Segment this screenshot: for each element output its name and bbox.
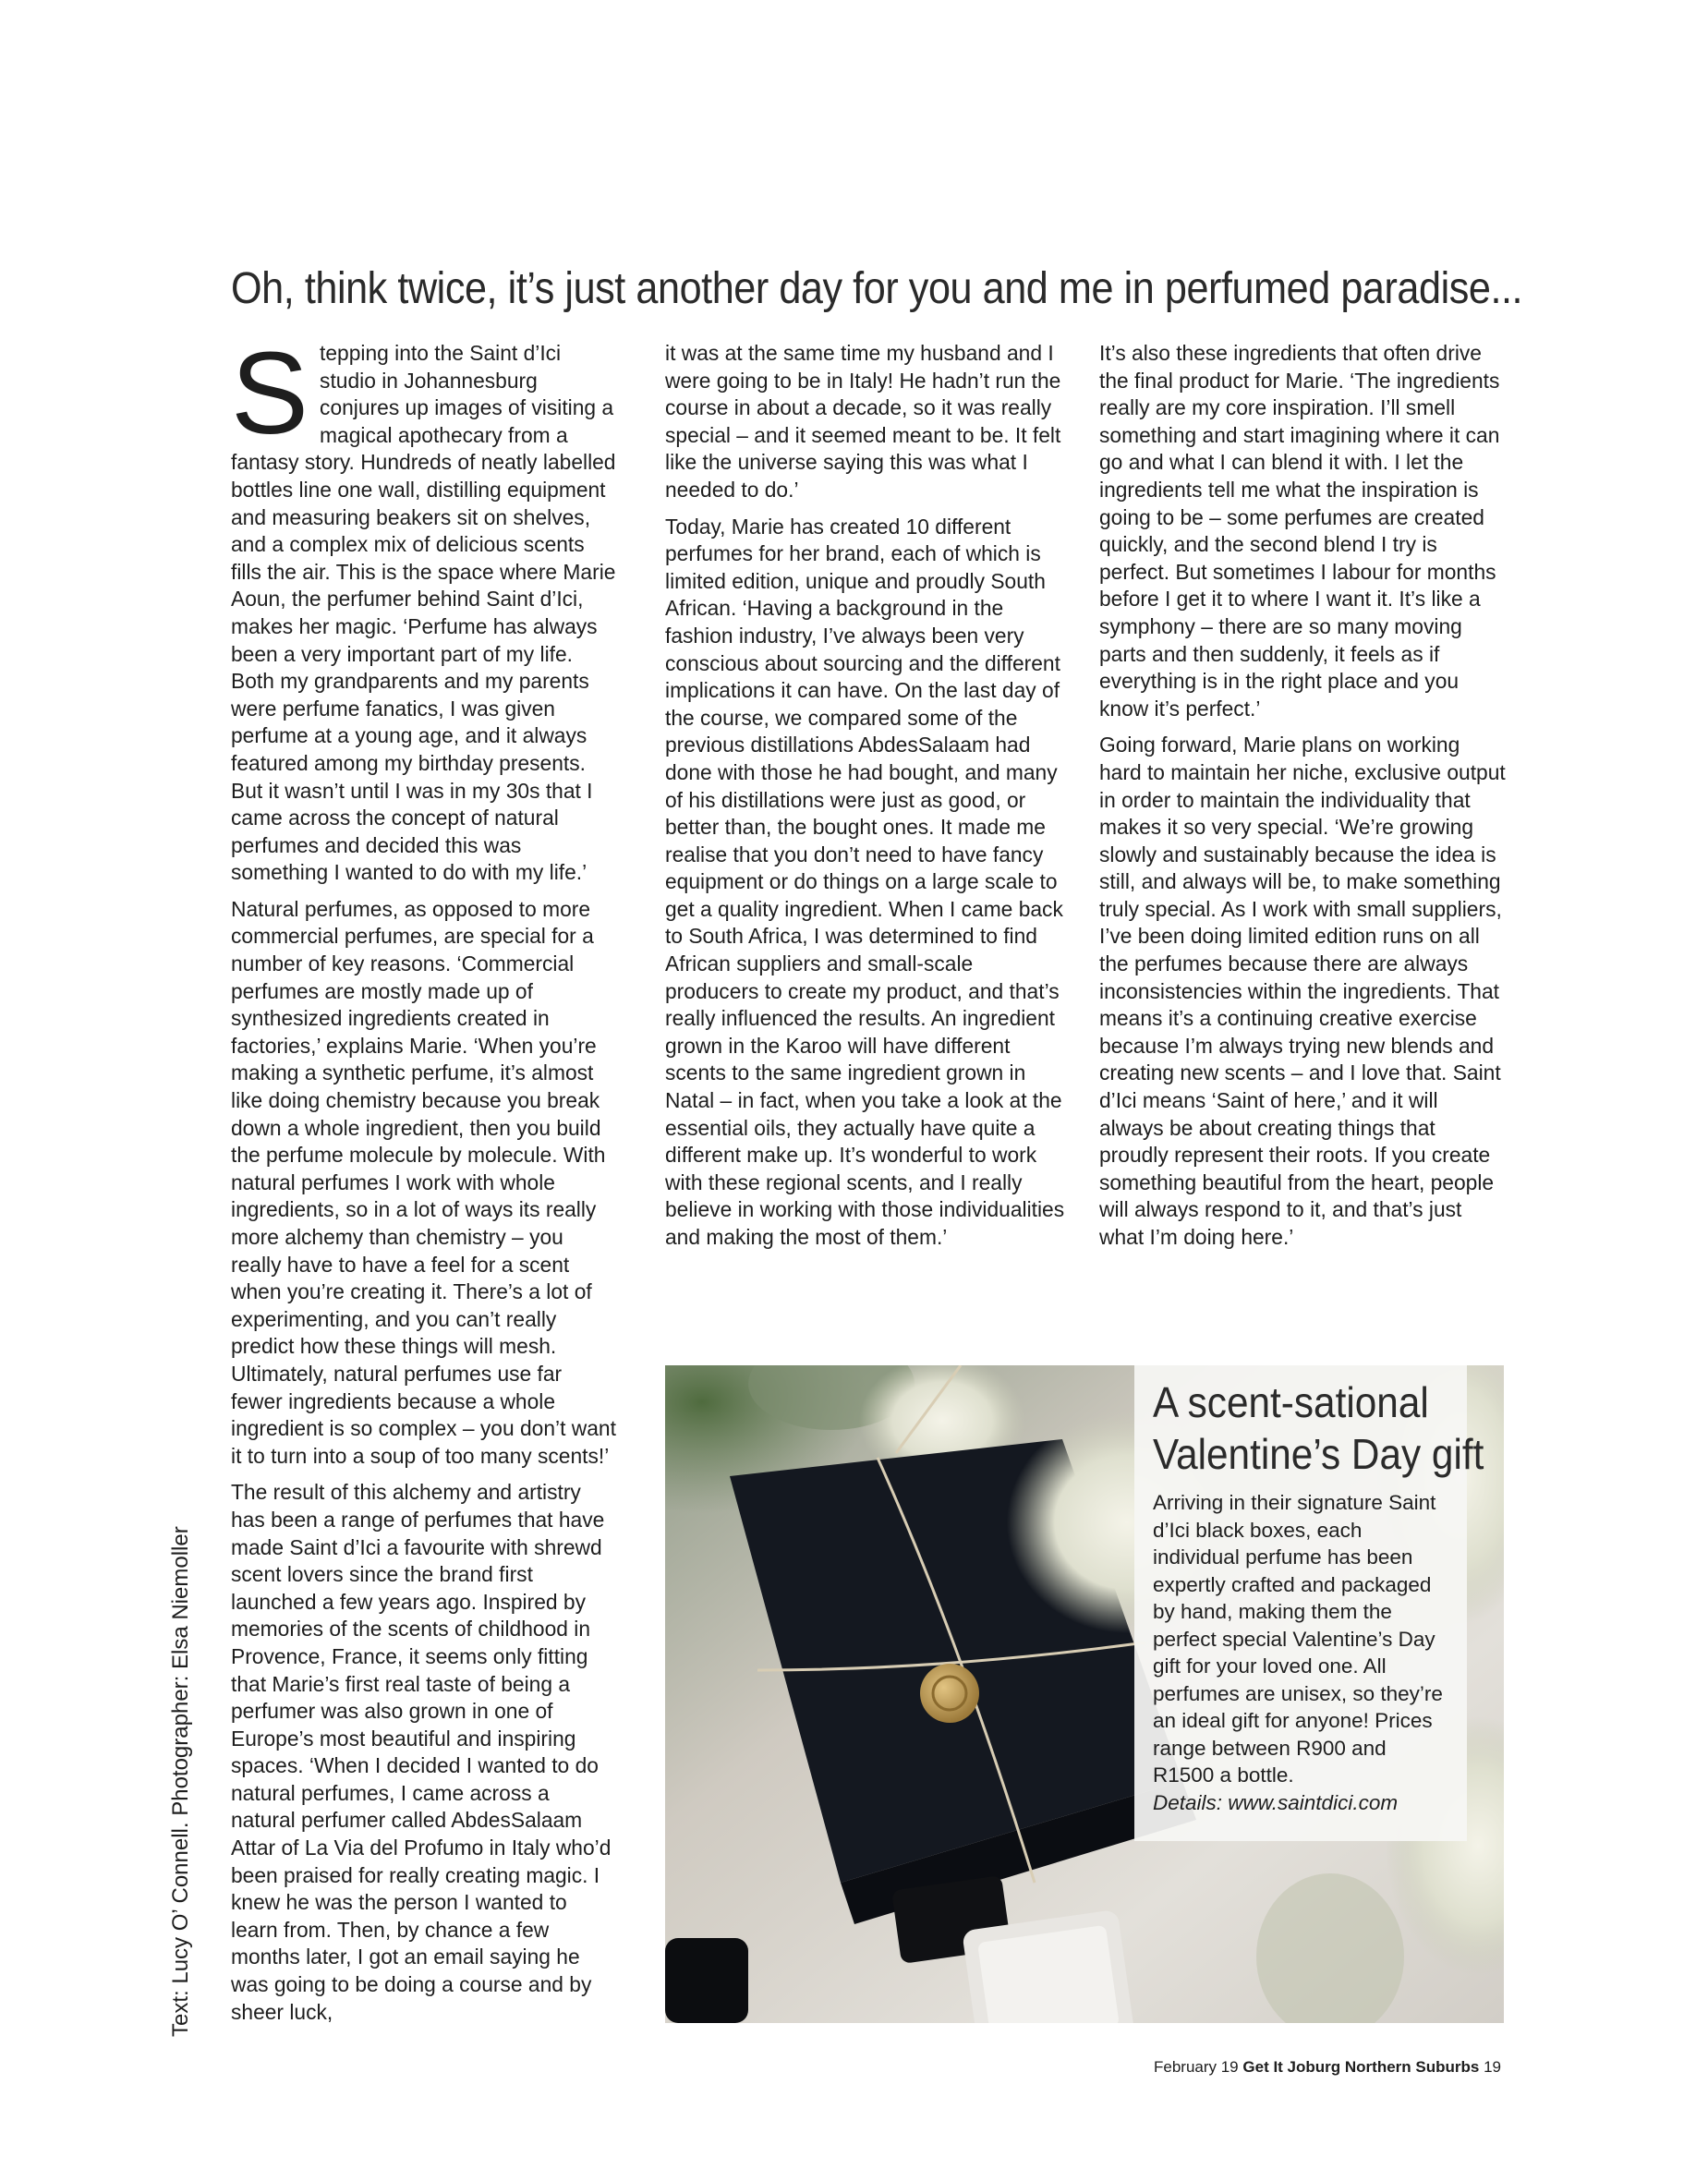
page-number: 19: [1484, 2058, 1501, 2076]
sidebar-details-link: Details: www.saintdici.com: [1153, 1790, 1399, 1814]
page-footer: [1154, 2058, 1501, 2077]
article-column-3: [1099, 340, 1506, 1261]
sidebar-body: Arriving in their signature Saint d’Ici black boxes, each individual perfume has been expertly crafted and packaged by hand, making them the perfect special Valentine’s Day gift for your loved one. All perfumes are unisex, so they’re an ideal gift for anyone! Prices range between R900 and R1500 a bottle.: [1153, 1491, 1443, 1787]
article-paragraph: it was at the same time my husband and I were going to be in Italy! He hadn’t run the course in about a decade, so it was really special – and it seemed meant to be. It felt like the universe saying this was what I needed to do.’: [665, 341, 1061, 502]
sidebar-title: A scent-sational Valentine’s Day gift: [1153, 1378, 1484, 1478]
article-paragraph: Stepping into the Saint d’Ici studio in Johannesburg conjures up images of visiting a magical apothecary from a fantasy story. Hundreds of neatly labelled bottles line one wall, distilling equipment and measuring beakers sit on shelves, and a complex mix of delicious scents fills the air. This is the space where Marie Aoun, the perfumer behind Saint d’Ici, makes her magic. ‘Perfume has always been a very important part of my life. Both my grandparents and my parents were perfume fanatics, I was given perfume at a young age, and it always featured among my birthday presents. But it wasn’t until I was in my 30s that I came across the concept of natural perfumes and decided this was something I wanted to do with my life.’: [231, 328, 616, 885]
article-paragraph: Natural perfumes, as opposed to more commercial perfumes, are special for a number of key reasons. ‘Commercial perfumes are mostly made up of synthesized ingredients created in factories,’ explains Marie. ‘When you’re making a synthetic perfume, it’s almost like doing chemistry because you break down a whole ingredient, then you build the perfume molecule by molecule. With natural perfumes I work with whole ingredients, so in a lot of ways its really more alchemy than chemistry – you really have to have a feel for a scent when you’re creating it. There’s a lot of experimenting, and you can’t really predict how these things will mesh. Ultimately, natural perfumes use far fewer ingredients because a whole ingredient is so complex – you don’t want it to turn into a soup of too many scents!’: [231, 896, 616, 1468]
article-paragraph: Today, Marie has created 10 different perfumes for her brand, each of which is limited edition, unique and proudly South African. ‘Having a background in the fashion industry, I’ve always been very conscious about sourcing and the different implications it can have. On the last day of the course, we compared some of the previous distillations AbdesSalaam had done with those he had bought, and many of his distillations were just as good, or better than, the bought ones. It made me realise that you don’t need to have fancy equipment or do things on a large scale to get a quality ingredient. When I came back to South Africa, I was determined to find African suppliers and small-scale producers to create my product, and that’s really influenced the results. An ingredient grown in the Karoo will have different scents to the same ingredient grown in Natal – in fact, when you take a look at the essential oils, they actually have quite a different make up. It’s wonderful to work with these regional scents, and I really believe in working with those individualities and making the most of them.’: [665, 514, 1065, 1249]
article-paragraph: It’s also these ingredients that often drive the final product for Marie. ‘The ingredients really are my core inspiration. I’ll smell something and start imagining where it can go and what I can blend it with. I let the ingredients tell me what the inspiration is going to be – some perfumes are created quickly, and the second blend I try is perfect. But sometimes I labour for months before I get it to where I want it. It’s like a symphony – there are so many moving parts and then suddenly, it feels as if everything is in the right place and you know it’s perfect.’: [1099, 341, 1500, 721]
article-column-2: [665, 340, 1072, 1261]
article-column-1: [231, 328, 619, 2035]
photo-credit: Text: Lucy O’ Connell. Photographer: Elsa Niemoller: [168, 1526, 193, 2037]
article-paragraph: The result of this alchemy and artistry has been a range of perfumes that have made Saint d’Ici a favourite with shrewd scent lovers since the brand first launched a few years ago. Inspired by memories of the scents of childhood in Provence, France, it seems only fitting that Marie’s first real taste of being a perfumer was also grown in one of Europe’s most beautiful and inspiring spaces. ‘When I decided I wanted to do natural perfumes, I came across a natural perfumer called AbdesSalaam Attar of La Via del Profumo in Italy who’d been praised for really creating magic. I knew he was the person I wanted to learn from. Then, by chance a few months later, I got an email saying he was going to be doing a course and by sheer luck,: [231, 1480, 612, 2024]
drop-cap: S: [231, 328, 309, 458]
footer-month: February 19: [1153, 2058, 1239, 2076]
headline: Oh, think twice, it’s just another day for you and me in perfumed paradise...: [231, 264, 1523, 313]
article-paragraph: Going forward, Marie plans on working hard to maintain her niche, exclusive output in order to maintain the individuality that makes it so very special. ‘We’re growing slowly and sustainably because the idea is still, and always will be, to make something truly special. As I work with small suppliers, I’ve been doing limited edition runs on all the perfumes because there are always inconsistencies within the ingredients. That means it’s a continuing creative exercise because I’m always trying new blends and creating new scents – and I love that. Saint d’Ici means ‘Saint of here,’ and it will always be about creating things that proudly represent their roots. If you create something beautiful from the heart, people will always respond to it, and that’s just what I’m doing here.’: [1099, 733, 1506, 1249]
footer-publication: Get It Joburg Northern Suburbs: [1242, 2058, 1480, 2076]
gift-sidebar: [1134, 1365, 1484, 1841]
